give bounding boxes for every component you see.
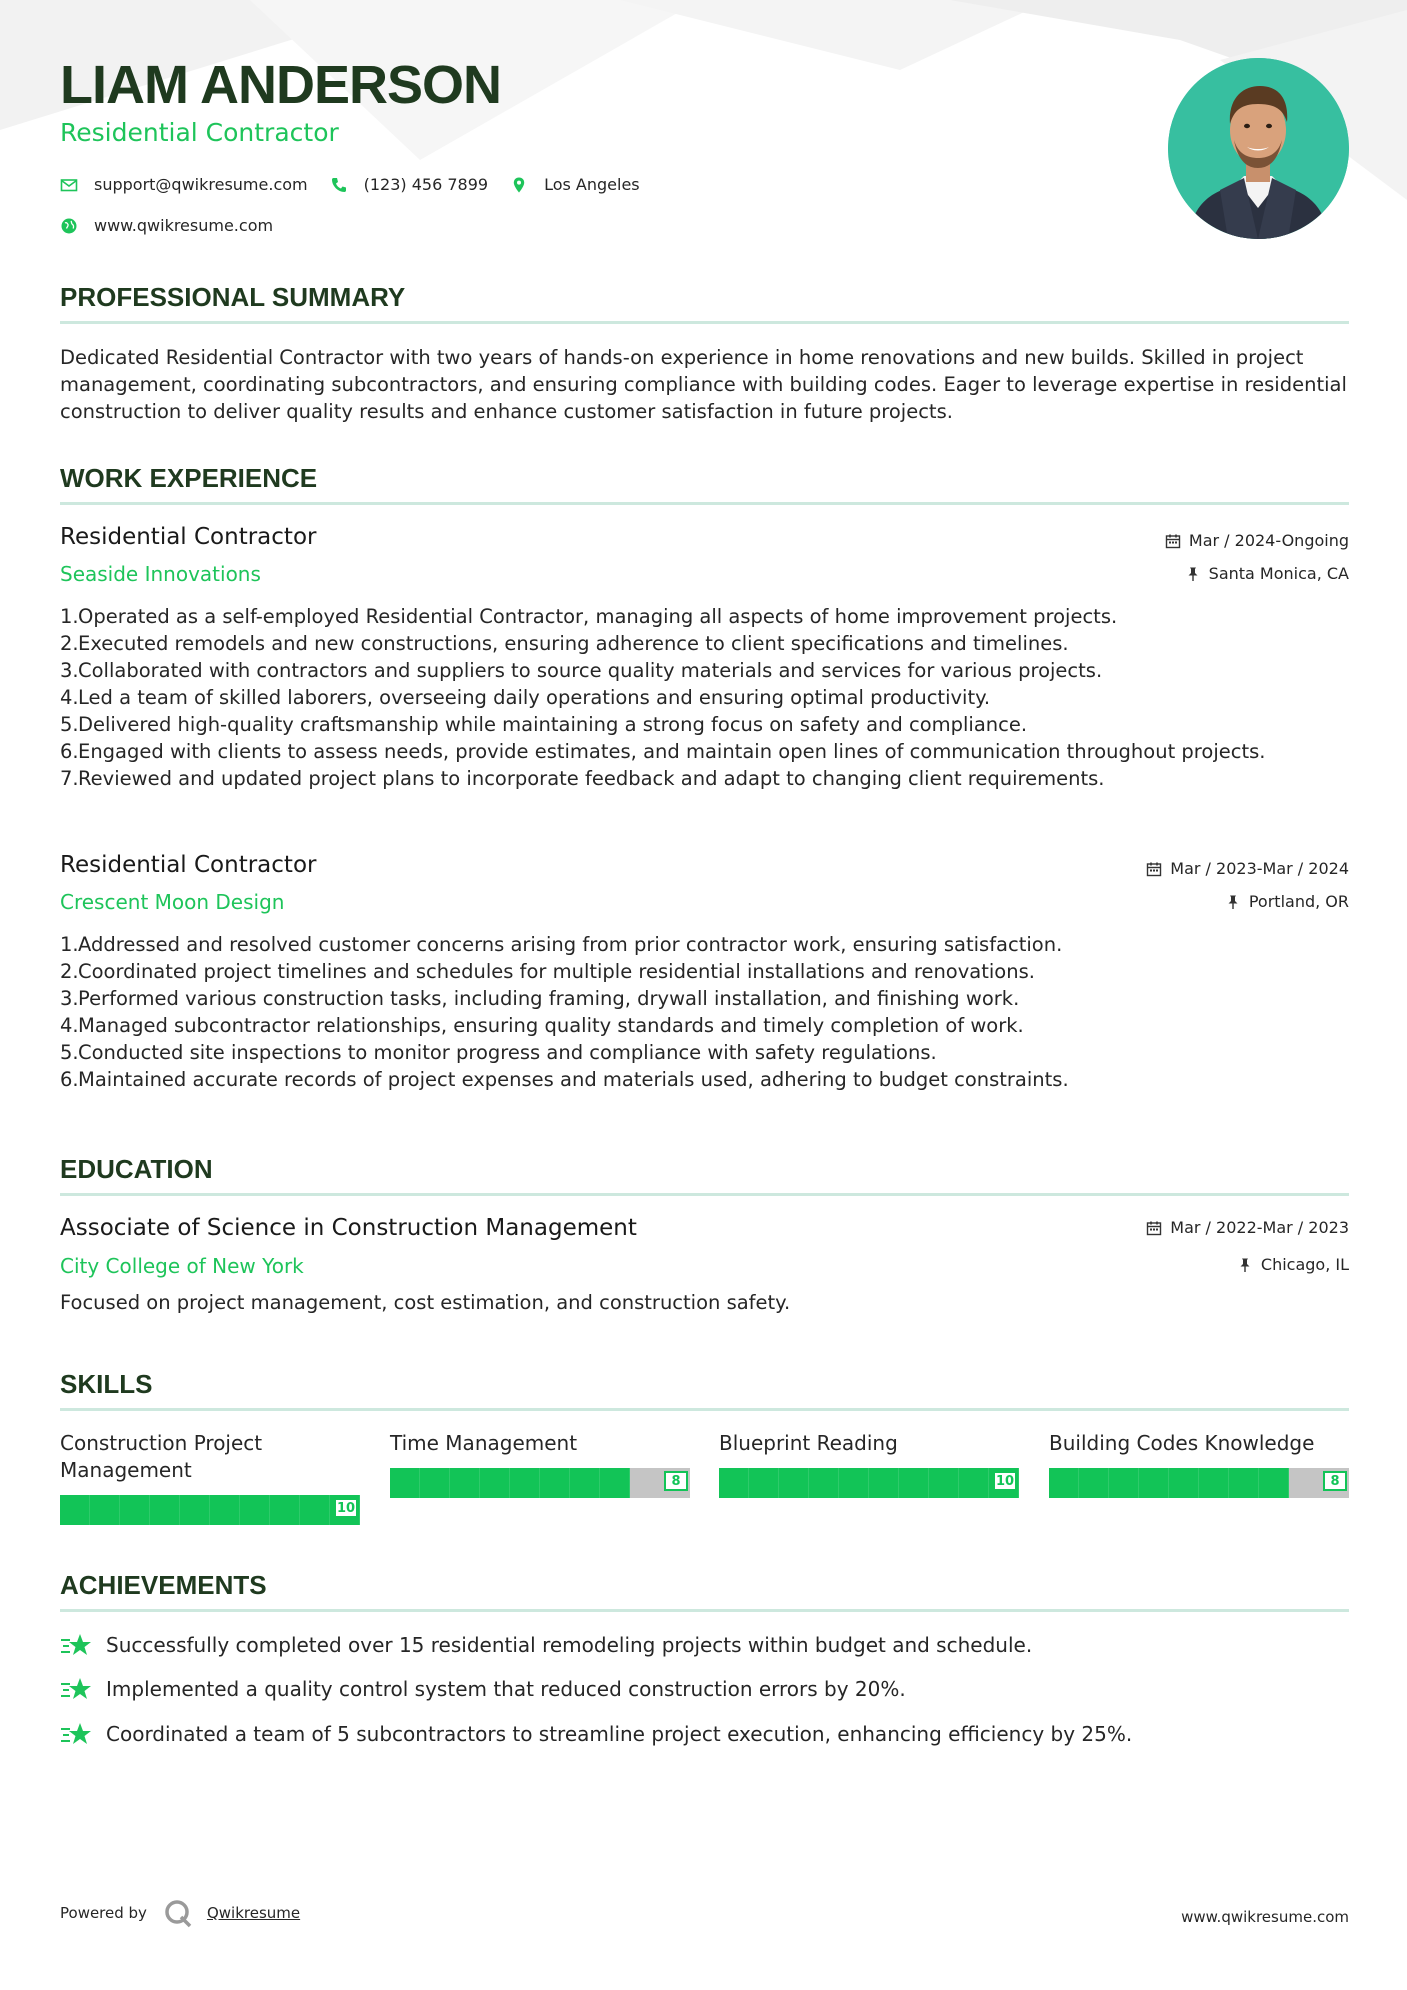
education-location-text: Chicago, IL bbox=[1260, 1255, 1349, 1274]
skill-level-segment bbox=[480, 1468, 510, 1498]
list-item: 5. Conducted site inspections to monitor progress and compliance with safety regulations. bbox=[60, 1041, 937, 1064]
skill-level-segment bbox=[60, 1495, 90, 1525]
skill-level-segment bbox=[899, 1468, 929, 1498]
contact-row-primary bbox=[60, 175, 662, 194]
list-item: 6. Engaged with clients to assess needs, provide estimates, and maintain open lines of communication throughout projects. bbox=[60, 740, 1266, 763]
contact-phone[interactable] bbox=[330, 175, 488, 194]
calendar-icon bbox=[1146, 861, 1162, 877]
footer-powered-by bbox=[60, 1898, 300, 1928]
job-1-location-text: Santa Monica, CA bbox=[1208, 564, 1349, 583]
skill-item bbox=[60, 1430, 360, 1516]
skill-level-segment bbox=[150, 1495, 180, 1525]
skill-level-segment bbox=[749, 1468, 779, 1498]
job-2-company: Crescent Moon Design bbox=[60, 890, 285, 914]
skill-level-segment bbox=[1109, 1468, 1139, 1498]
skill-level-bar bbox=[1049, 1468, 1349, 1498]
skills-heading: SKILLS bbox=[60, 1369, 153, 1399]
website-text: www.qwikresume.com bbox=[94, 216, 274, 235]
powered-by-label: Powered by bbox=[60, 1904, 147, 1922]
achievement-text: Coordinated a team of 5 subcontractors to streamline project execution, enhancing efficiency by 25%. bbox=[106, 1722, 1133, 1746]
contact-email[interactable] bbox=[60, 175, 308, 194]
education-heading: EDUCATION bbox=[60, 1154, 213, 1184]
skill-level-bar bbox=[390, 1468, 690, 1498]
skill-level-segment bbox=[869, 1468, 899, 1498]
skill-level-segment bbox=[120, 1495, 150, 1525]
profile-photo bbox=[1168, 58, 1349, 239]
location-text: Los Angeles bbox=[544, 175, 640, 194]
skill-level-segment bbox=[1169, 1468, 1199, 1498]
skill-level-fill bbox=[1049, 1468, 1289, 1498]
skill-level-segment bbox=[180, 1495, 210, 1525]
summary-heading: PROFESSIONAL SUMMARY bbox=[60, 282, 406, 312]
list-item: 1. Operated as a self-employed Residential Contractor, managing all aspects of home improvement projects. bbox=[60, 605, 1118, 628]
qwikresume-link[interactable]: Qwikresume bbox=[206, 1904, 301, 1922]
skill-level-segment bbox=[270, 1495, 300, 1525]
achievement-text: Implemented a quality control system that reduced construction errors by 20%. bbox=[106, 1677, 906, 1701]
job-1-dates-text: Mar / 2024-Ongoing bbox=[1188, 531, 1349, 550]
skill-name: Building Codes Knowledge bbox=[1049, 1431, 1315, 1455]
skill-level-badge: 8 bbox=[664, 1471, 688, 1491]
education-description: Focused on project management, cost estimation, and construction safety. bbox=[60, 1291, 791, 1314]
experience-divider bbox=[60, 502, 1349, 505]
list-item: 1. Addressed and resolved customer concerns arising from prior contractor work, ensuring satisfaction. bbox=[60, 933, 1063, 956]
job-2-title: Residential Contractor bbox=[60, 852, 317, 878]
skill-level-segment bbox=[1049, 1468, 1079, 1498]
phone-icon bbox=[330, 176, 348, 194]
contact-location bbox=[510, 175, 640, 194]
skill-level-fill bbox=[390, 1468, 630, 1498]
skills-divider bbox=[60, 1408, 1349, 1411]
education-degree: Associate of Science in Construction Management bbox=[60, 1215, 637, 1241]
skill-level-segment bbox=[240, 1495, 270, 1525]
summary-text: Dedicated Residential Contractor with two years of hands-on experience in home renovations and new builds. Skilled in project management, coordinating subcontractors, and ensuring compliance with building codes. Eager to leverage expertise in residential construction to deliver quality results and enhance customer satisfaction in future projects. bbox=[60, 346, 1347, 423]
globe-icon bbox=[60, 217, 78, 235]
skill-level-segment bbox=[1229, 1468, 1259, 1498]
shooting-star-icon bbox=[60, 1676, 92, 1702]
list-item: 4. Managed subcontractor relationships, ensuring quality standards and timely completion of work. bbox=[60, 1014, 1024, 1037]
phone-text: (123) 456 7899 bbox=[363, 175, 489, 194]
shooting-star-icon bbox=[60, 1632, 92, 1658]
skill-item bbox=[390, 1430, 690, 1489]
calendar-icon bbox=[1165, 533, 1181, 549]
list-item: 4. Led a team of skilled laborers, overseeing daily operations and ensuring optimal productivity. bbox=[60, 686, 991, 709]
list-item: 7. Reviewed and updated project plans to incorporate feedback and adapt to changing client requirements. bbox=[60, 767, 1105, 790]
achievement-text: Successfully completed over 15 residential remodeling projects within budget and schedule. bbox=[106, 1633, 1033, 1657]
skill-level-badge: 10 bbox=[993, 1471, 1017, 1491]
list-item: 5. Delivered high-quality craftsmanship while maintaining a strong focus on safety and compliance. bbox=[60, 713, 1028, 736]
summary-divider bbox=[60, 321, 1349, 324]
job-2-dates-text: Mar / 2023-Mar / 2024 bbox=[1170, 859, 1349, 878]
achievements-divider bbox=[60, 1609, 1349, 1612]
skill-level-bar bbox=[60, 1495, 360, 1525]
pushpin-icon bbox=[1225, 894, 1241, 910]
skill-level-segment bbox=[450, 1468, 480, 1498]
skill-level-segment bbox=[600, 1468, 630, 1498]
job-1-title: Residential Contractor bbox=[60, 524, 317, 550]
skill-level-segment bbox=[1139, 1468, 1169, 1498]
candidate-name: LIAM ANDERSON bbox=[60, 55, 501, 115]
achievement-item bbox=[60, 1721, 1132, 1747]
skill-level-bar bbox=[719, 1468, 1019, 1498]
skill-level-segment bbox=[420, 1468, 450, 1498]
skill-level-segment bbox=[390, 1468, 420, 1498]
education-dates bbox=[1146, 1220, 1349, 1236]
job-2-dates bbox=[1146, 861, 1349, 877]
map-pin-icon bbox=[510, 176, 528, 194]
list-item: 6. Maintained accurate records of project expenses and materials used, adhering to budget constraints. bbox=[60, 1068, 1069, 1091]
candidate-title: Residential Contractor bbox=[60, 118, 339, 147]
skill-level-segment bbox=[210, 1495, 240, 1525]
list-item: 3. Performed various construction tasks, including framing, drywall installation, and finishing work. bbox=[60, 987, 1020, 1010]
job-1-company: Seaside Innovations bbox=[60, 562, 261, 586]
shooting-star-icon bbox=[60, 1721, 92, 1747]
job-2-location bbox=[1225, 894, 1349, 910]
skill-level-segment bbox=[809, 1468, 839, 1498]
skill-item bbox=[1049, 1430, 1349, 1489]
job-2-location-text: Portland, OR bbox=[1248, 892, 1349, 911]
skill-level-fill bbox=[60, 1495, 360, 1525]
job-1-location bbox=[1185, 566, 1349, 582]
skill-level-segment bbox=[1199, 1468, 1229, 1498]
skill-level-badge: 8 bbox=[1323, 1471, 1347, 1491]
footer-website[interactable]: www.qwikresume.com bbox=[1181, 1908, 1349, 1926]
skill-level-segment bbox=[90, 1495, 120, 1525]
achievement-item bbox=[60, 1632, 1032, 1658]
calendar-icon bbox=[1146, 1220, 1162, 1236]
job-2-responsibilities bbox=[60, 931, 1349, 1093]
list-item: 3. Collaborated with contractors and suppliers to source quality materials and services for various projects. bbox=[60, 659, 1103, 682]
skill-level-segment bbox=[300, 1495, 330, 1525]
email-text: support@qwikresume.com bbox=[94, 175, 308, 194]
pushpin-icon bbox=[1237, 1257, 1253, 1273]
skill-level-segment bbox=[540, 1468, 570, 1498]
skill-level-segment bbox=[929, 1468, 959, 1498]
experience-heading: WORK EXPERIENCE bbox=[60, 463, 318, 493]
skill-level-segment bbox=[1259, 1468, 1289, 1498]
envelope-icon bbox=[60, 176, 78, 194]
skill-level-segment bbox=[719, 1468, 749, 1498]
pushpin-icon bbox=[1185, 566, 1201, 582]
skill-name: Construction Project Management bbox=[60, 1431, 263, 1482]
list-item: 2. Executed remodels and new constructions, ensuring adherence to client specifications and timelines. bbox=[60, 632, 1069, 655]
education-location bbox=[1237, 1257, 1349, 1273]
achievements-heading: ACHIEVEMENTS bbox=[60, 1570, 267, 1600]
profile-photo-illustration bbox=[1168, 58, 1349, 239]
education-school: City College of New York bbox=[60, 1254, 304, 1278]
education-divider bbox=[60, 1193, 1349, 1196]
skill-level-segment bbox=[779, 1468, 809, 1498]
qwikresume-logo-icon bbox=[163, 1898, 193, 1928]
education-dates-text: Mar / 2022-Mar / 2023 bbox=[1170, 1218, 1349, 1237]
skill-level-badge: 10 bbox=[334, 1498, 358, 1518]
skill-level-segment bbox=[510, 1468, 540, 1498]
list-item: 2. Coordinated project timelines and schedules for multiple residential installations and renovations. bbox=[60, 960, 1035, 983]
skill-level-fill bbox=[719, 1468, 1019, 1498]
skill-level-segment bbox=[570, 1468, 600, 1498]
skill-name: Blueprint Reading bbox=[719, 1431, 898, 1455]
skill-level-segment bbox=[839, 1468, 869, 1498]
job-1-responsibilities bbox=[60, 603, 1349, 792]
contact-website[interactable] bbox=[60, 216, 273, 235]
achievement-item bbox=[60, 1676, 906, 1702]
skill-level-segment bbox=[959, 1468, 989, 1498]
contact-row-secondary bbox=[60, 216, 295, 235]
skill-name: Time Management bbox=[390, 1431, 578, 1455]
skill-item bbox=[719, 1430, 1019, 1489]
skill-level-segment bbox=[1079, 1468, 1109, 1498]
job-1-dates bbox=[1165, 533, 1349, 549]
